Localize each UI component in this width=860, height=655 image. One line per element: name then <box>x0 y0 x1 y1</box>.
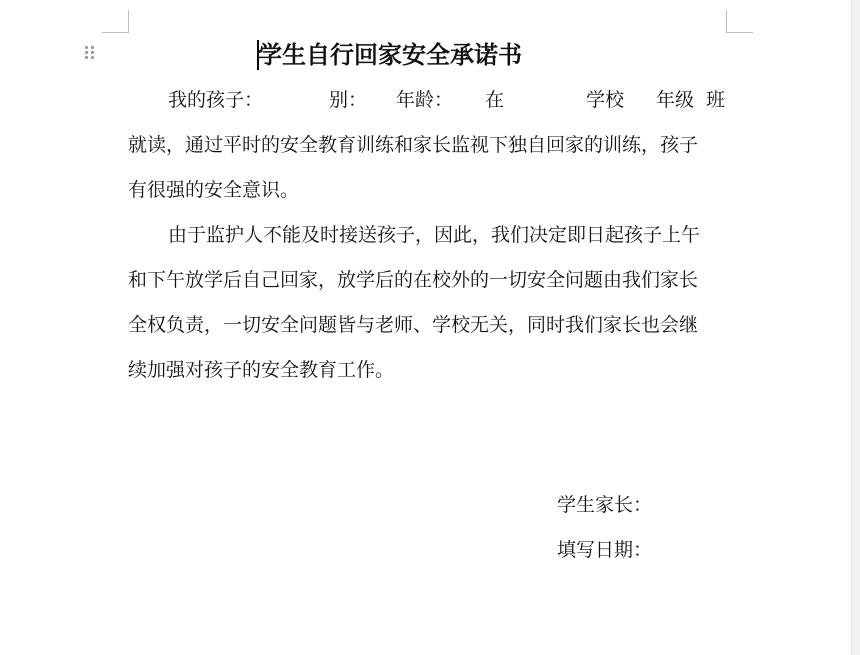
grade-label[interactable]: 年级 <box>656 89 695 111</box>
paragraph1-line2-text: 就读，通过平时的安全教育训练和家长监视下独自回家的训练，孩子 <box>128 134 699 156</box>
school-label[interactable]: 学校 <box>586 89 625 111</box>
class-label[interactable]: 班 <box>706 89 726 111</box>
paragraph2-line4[interactable]: 续加强对孩子的安全教育工作。 <box>128 359 395 381</box>
paragraph2-line1[interactable]: 由于监护人不能及时接送孩子，因此，我们决定即日起孩子上午 <box>168 224 701 246</box>
at-label[interactable]: 在 <box>485 89 505 111</box>
child-label[interactable]: 我的孩子： <box>168 89 264 111</box>
parent-signature-label[interactable]: 学生家长： <box>557 494 653 516</box>
paragraph1-line2[interactable] <box>128 131 725 159</box>
document-title[interactable]: 学生自行回家安全承诺书 <box>258 40 522 69</box>
paragraph-drag-handle-icon[interactable] <box>85 46 95 62</box>
paragraph1-line3[interactable]: 有很强的安全意识。 <box>128 179 300 201</box>
gender-label[interactable]: 别： <box>329 89 368 111</box>
margin-corner-top-left <box>102 10 129 33</box>
fill-date-label[interactable]: 填写日期： <box>557 539 653 561</box>
age-label[interactable]: 年龄： <box>396 89 454 111</box>
paragraph2-line2[interactable]: 和下午放学后自己回家，放学后的在校外的一切安全问题由我们家长 <box>128 269 699 291</box>
vertical-scrollbar[interactable] <box>851 0 860 655</box>
margin-corner-top-right <box>726 10 753 33</box>
paragraph2-line3[interactable]: 全权负责，一切安全问题皆与老师、学校无关，同时我们家长也会继 <box>128 314 699 336</box>
